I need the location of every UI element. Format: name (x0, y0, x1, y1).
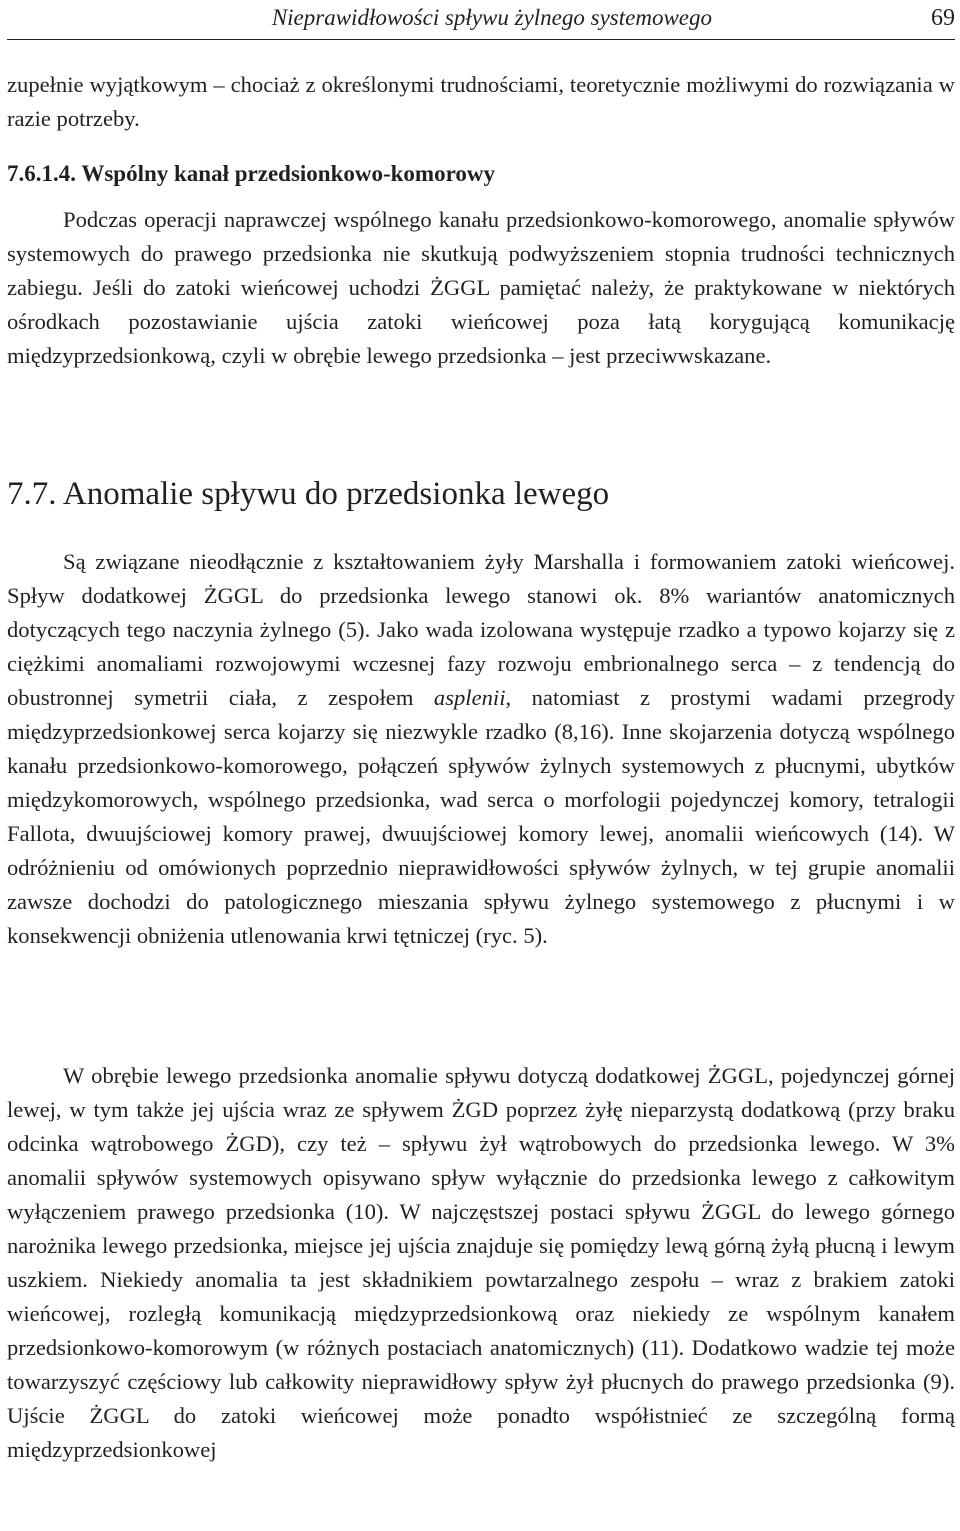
section-heading: 7.7. Anomalie spływu do przedsionka lewego (7, 476, 610, 512)
running-title: Nieprawidłowości spływu żylnego systemowego (271, 5, 712, 30)
paragraph-left-atrium-drainage: W obrębie lewego przedsionka anomalie spływu dotyczą dodatkowej ŻGGL, pojedynczej górnej lewej, w tym także jej ujścia wraz ze spływem ŻGD poprzez żyłę nieparzystą dodatkową (przy braku odcinka wątrobowego ŻGD), czy też – spływu żył wątrobowych do przedsionka lewego. W 3% anomalii spływów systemowych opisywano spływ wyłącznie do przedsionka lewego z całkowitym wyłączeniem prawego przedsionka (10). W najczęstszej postaci spływu ŻGGL do lewego górnego narożnika lewego przedsionka, miejsce jej ujścia znajduje się pomiędzy lewą górną żyłą płucną i lewym uszkiem. Niekiedy anomalia ta jest składnikiem powtarzalnego zespołu – wraz z brakiem zatoki wieńcowej, rozległą komunikacją międzyprzedsionkową oraz niekiedy ze wspólnym kanałem przedsionkowo-komorowym (w różnych postaciach anatomicznych) (11). Dodatkowo wadzie tej może towarzyszyć częściowy lub całkowity nieprawidłowy spływ żył płucnych do prawego przedsionka (9). Ujście ŻGGL do zatoki wieńcowej może ponadto współistnieć ze szczególną formą międzyprzedsionkowej (7, 1063, 955, 1462)
paragraph-continuation: zupełnie wyjątkowym – chociaż z określonymi trudnościami, teoretycznie możliwymi do rozwiązania w razie potrzeby. (7, 72, 955, 131)
italic-term: asplenii (433, 685, 506, 710)
paragraph-text: , natomiast z prostymi wadami przegrody międzyprzedsionkowej serca kojarzy się niezwykle rzadko (8,16). Inne skojarzenia dotyczą wspólnego kanału przedsionkowo-komorowego, połączeń spływów żylnych systemowych z płucnymi, ubytków międzykomorowych, wspólnego przedsionka, wad serca o morfologii pojedynczej komory, tetralogii Fallota, dwuujściowej komory prawej, dwuujściowej komory lewej, anomalii wieńcowych (14). W odróżnieniu od omówionych poprzednio nieprawidłowości spływów żylnych, w tej grupie anomalii zawsze dochodzi do patologicznego mieszania spływu żylnego systemowego z płucnymi i w konsekwencji obniżenia utlenowania krwi tętniczej (ryc. 5). (7, 685, 955, 948)
subsection-heading: 7.6.1.4. Wspólny kanał przedsionkowo-komorowy (7, 161, 495, 186)
paragraph-av-canal: Podczas operacji naprawczej wspólnego kanału przedsionkowo-komorowego, anomalie spływów systemowych do prawego przedsionka nie skutkują podwyższeniem stopnia trudności technicznych zabiegu. Jeśli do zatoki wieńcowej uchodzi ŻGGL pamiętać należy, że praktykowane w niektórych ośrodkach pozostawianie ujścia zatoki wieńcowej poza łatą korygującą komunikację międzyprzedsionkową, czyli w obrębie lewego przedsionka – jest przeciwwskazane. (7, 207, 955, 368)
paragraph-text: Są związane nieodłącznie z kształtowaniem żyły Marshalla i formowaniem zatoki wieńcowej. Spływ dodatkowej ŻGGL do przedsionka lewego stanowi ok. 8% wariantów anatomicznych dotyczących tego naczynia żylnego (5). Jako wada izolowana występuje rzadko a typowo kojarzy się z ciężkimi anomaliami rozwojowymi wczesnej fazy rozwoju embrionalnego serca – z tendencją do obustronnej symetrii ciała, z zespołem (7, 549, 955, 710)
paragraph-left-atrium-anomalies (7, 545, 955, 953)
running-header (7, 3, 955, 37)
page-number: 69 (931, 5, 955, 31)
header-rule (7, 39, 955, 40)
